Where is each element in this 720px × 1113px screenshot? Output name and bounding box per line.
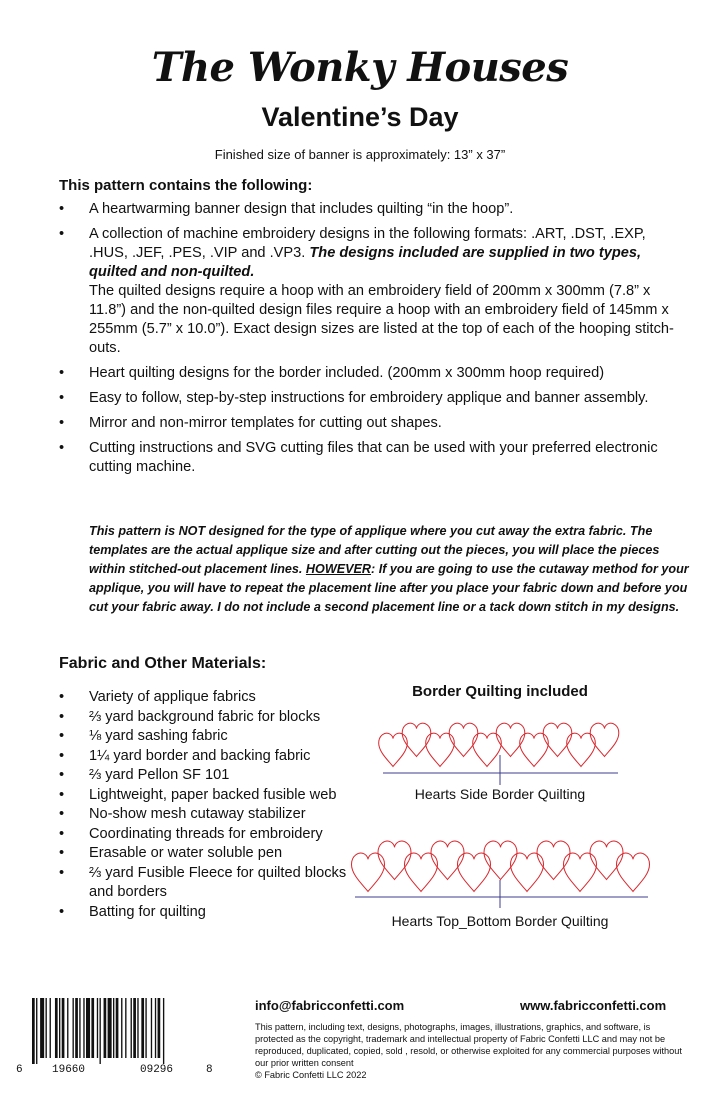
barcode-bar (75, 998, 78, 1058)
bullet-icon: • (59, 708, 65, 725)
barcode-bar (83, 998, 84, 1058)
pattern-subtitle: Valentine’s Day (261, 102, 459, 132)
bullet-icon: • (59, 201, 65, 217)
item-text: A heartwarming banner design that includes quilting “in the hoop”. (89, 201, 514, 217)
heart-icon (484, 841, 517, 879)
barcode-bars (30, 998, 230, 1064)
barcode-bar (163, 998, 164, 1064)
material-text: Erasable or water soluble pen (89, 845, 283, 861)
item-text: Heart quilting designs for the border included. (200mm x 300mm hoop required) (89, 365, 605, 381)
bullet-icon: • (59, 806, 65, 822)
barcode-bar (40, 998, 44, 1058)
item-text: Cutting instructions and SVG cutting files that can be used with your preferred electronic cutting machine. (89, 440, 658, 475)
side-border-caption: Hearts Side Border Quilting (414, 786, 586, 802)
bullet-icon: • (59, 864, 65, 881)
material-text: 1¼ yard border and backing fabric (89, 747, 311, 764)
barcode-bar (131, 998, 132, 1058)
barcode-digit-2: 19660 (52, 1064, 86, 1076)
barcode-digit-4: 8 (206, 1064, 213, 1076)
item-text: Easy to follow, step-by-step instructions for embroidery applique and banner assembly. (89, 390, 649, 406)
heart-icon (431, 841, 464, 879)
barcode-bar (145, 998, 146, 1058)
bullet-icon: • (59, 415, 65, 431)
border-quilting-title: Border Quilting included (412, 683, 588, 700)
item-text: The quilted designs require a hoop with an embroidery field of 200mm x 300mm (7.8” x 11.8”) and the non-quilted design files require a hoop with an embroidery field of 145mm x 255mm (5.7” x 10.0”). Exact design sizes are listed at the top of each of the hooping stitch-outs. (89, 283, 674, 356)
barcode-bar (108, 998, 112, 1058)
barcode-bar (133, 998, 136, 1058)
barcode-bar (79, 998, 80, 1058)
material-text: No-show mesh cutaway stabilizer (89, 806, 306, 822)
item-text: A collection of machine embroidery designs in the following formats: .ART, .DST, .EXP, .HUS, .JEF, .PES, .VIP and .VP3. (89, 226, 646, 261)
note-however: HOWEVER (305, 562, 371, 576)
barcode-digit-1: 6 (16, 1064, 23, 1076)
email-link[interactable]: info@fabricconfetti.com (255, 998, 405, 1013)
barcode-bar (116, 998, 119, 1058)
bullet-icon: • (59, 728, 65, 744)
note-text: This pattern is NOT designed for the type of applique where you cut away the extra fabric. The templates are the actual applique size and after cutting out the pieces, you will place the pieces within stitched-out placement lines. (89, 524, 660, 576)
barcode-bar (104, 998, 107, 1058)
material-text: Lightweight, paper backed fusible web (89, 786, 337, 803)
pattern-title: The Wonky Houses (151, 44, 569, 91)
bullet-icon: • (59, 786, 65, 803)
heart-icon (378, 841, 411, 879)
material-text: Variety of applique fabrics (89, 689, 256, 705)
bullet-icon: • (59, 825, 65, 842)
website-link[interactable]: www.fabricconfetti.com (520, 998, 667, 1013)
heart-icon (590, 841, 623, 879)
barcode-bar (73, 998, 74, 1058)
bullet-icon: • (59, 226, 65, 242)
contents-heading: This pattern contains the following: (59, 177, 313, 194)
barcode-bar (100, 998, 101, 1064)
note-text: : If you are going to use the cutaway method for your applique, you will have to repeat the placement line after you place your fabric down and before you cut your fabric away. I do not include a second placement line or a tack down stitch in my designs. (89, 562, 689, 614)
bullet-icon: • (59, 845, 65, 861)
bullet-icon: • (59, 440, 65, 456)
barcode-bar (155, 998, 156, 1058)
barcode-bar (59, 998, 60, 1058)
barcode-bar (125, 998, 126, 1058)
material-text: Batting for quilting (89, 903, 206, 920)
heart-icon (537, 841, 570, 879)
top-border-caption: Hearts Top_Bottom Border Quilting (391, 913, 609, 929)
barcode-bar (141, 998, 144, 1058)
barcode-bar (151, 998, 152, 1058)
legal-text: This pattern, including text, designs, photographs, images, illustrations, graphics, and software, is protected as the copyright, trademark and intellectual property of Fabric Confetti LLC and may not be reproduced, duplicated, copied, sold , resold, or otherwise exploited for any commercial purposes without our prior written consent (255, 1022, 682, 1068)
material-text: ⅔ yard Fusible Fleece for quilted blocks and borders (89, 864, 347, 900)
bullet-icon: • (59, 365, 65, 381)
barcode-digit-3: 09296 (140, 1064, 174, 1076)
item-text: Mirror and non-mirror templates for cutting out shapes. (89, 415, 442, 431)
barcode-bar (55, 998, 58, 1058)
bullet-icon: • (59, 767, 65, 783)
barcode-bar (50, 998, 51, 1058)
barcode-bar (86, 998, 90, 1058)
material-text: ⅛ yard sashing fabric (89, 728, 228, 744)
material-text: ⅔ yard Pellon SF 101 (89, 767, 230, 783)
bullet-icon: • (59, 747, 65, 764)
barcode-bar (137, 998, 138, 1058)
barcode-bar (158, 998, 161, 1058)
material-text: ⅔ yard background fabric for blocks (89, 708, 321, 725)
bullet-icon: • (59, 903, 65, 920)
barcode-bar (121, 998, 122, 1058)
barcode-bar (97, 998, 98, 1058)
copyright-text: © Fabric Confetti LLC 2022 (255, 1070, 367, 1080)
barcode-bar (91, 998, 94, 1058)
barcode (16, 998, 230, 1080)
item-emphasis: The designs included are supplied in two types, quilted and non-quilted. (89, 245, 642, 280)
legal-notice (255, 1021, 687, 1081)
barcode-bar (36, 998, 37, 1064)
barcode-bar (62, 998, 65, 1058)
barcode-bar (67, 998, 68, 1058)
material-text: Coordinating threads for embroidery (89, 825, 323, 842)
bullet-icon: • (59, 390, 65, 406)
bullet-icon: • (59, 689, 65, 705)
finished-size: Finished size of banner is approximately: 13” x 37” (214, 147, 506, 162)
materials-heading: Fabric and Other Materials: (59, 655, 267, 672)
barcode-bar (113, 998, 114, 1058)
barcode-bar (46, 998, 47, 1058)
barcode-bar (32, 998, 35, 1064)
